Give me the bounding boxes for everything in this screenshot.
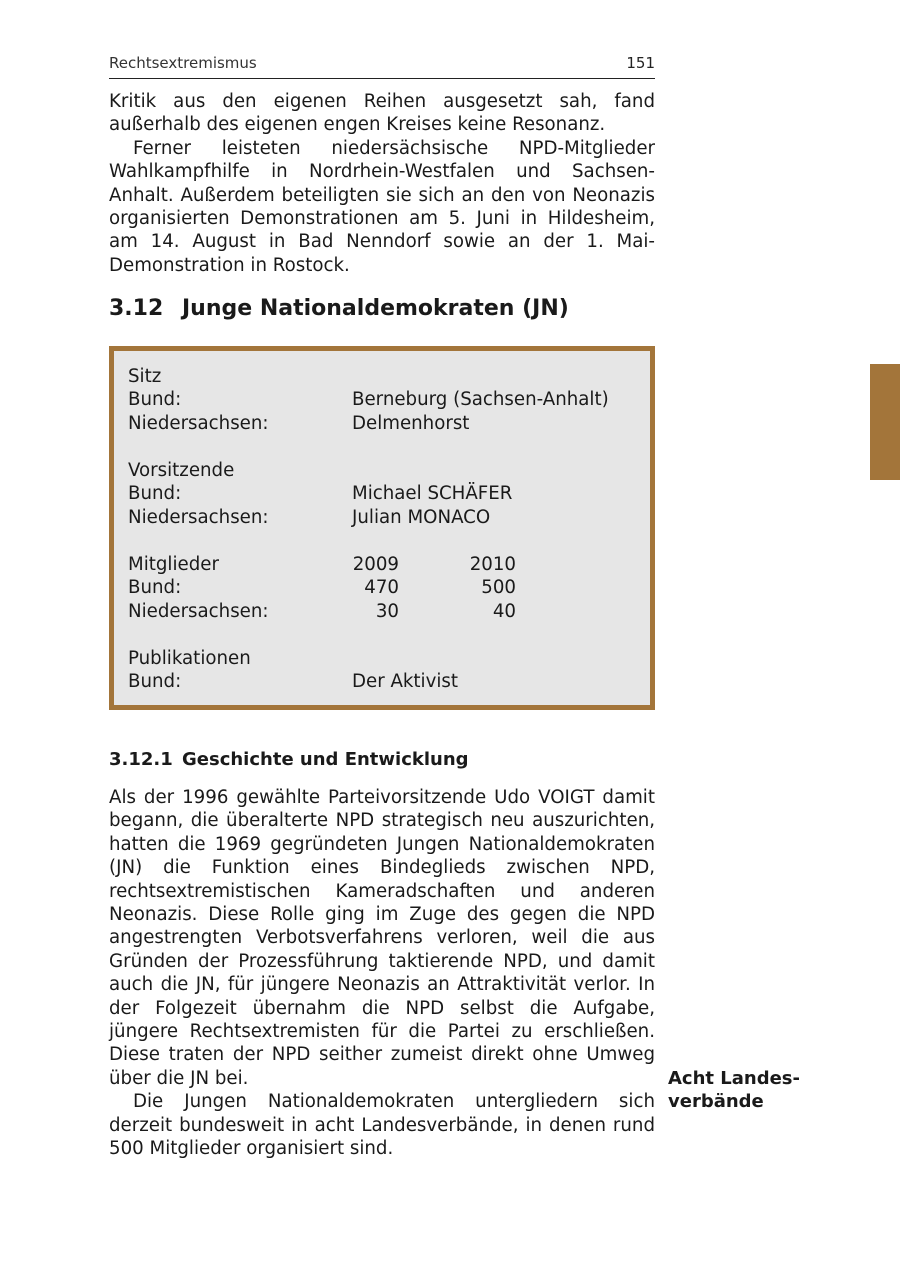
mitglieder-bund-2009: 470 [364, 577, 399, 598]
sitz-nds-value: Delmenhorst [352, 413, 470, 434]
intro-paragraph-1: Kritik aus den eigenen Reihen ausgesetzt sah, fand außerhalb des eigenen engen Kreises keine Resonanz. [109, 91, 655, 136]
vorsitzende-bund-value: Michael SCHÄFER [352, 483, 513, 504]
chapter-tab [870, 364, 900, 480]
running-title: Rechtsextremismus [109, 54, 257, 72]
publikationen-bund-value: Der Aktivist [352, 671, 459, 692]
vorsitzende-nds-value: Julian MONACO [352, 507, 491, 528]
mitglieder-bund-label: Bund: [128, 577, 182, 598]
history-text [109, 786, 655, 1161]
subsection-heading [109, 749, 469, 770]
mitglieder-year-2009: 2009 [352, 554, 399, 575]
publikationen-heading: Publikationen [128, 648, 251, 669]
mitglieder-year-2010: 2010 [469, 554, 516, 575]
intro-paragraph-2: Ferner leisteten niedersächsische NPD-Mitglieder Wahlkampfhilfe in Nordrhein-Westfalen und Sachsen-Anhalt. Außerdem beteiligten sie sich an den von Neonazis organisierten Demonstrationen am 5. Juni in Hildesheim, am 14. August in Bad Nenndorf sowie an der 1. Mai-Demonstration in Rostock. [109, 137, 655, 276]
history-paragraph-1: Als der 1996 gewählte Parteivorsitzende Udo VOIGT damit begann, die überalterte NPD strategisch neu auszurichten, hatten die 1969 gegründeten Jungen Nationaldemokraten (JN) die Funktion eines Bindeglieds zwischen NPD, rechtsextremistischen Kameradschaften und anderen Neonazis. Diese Rolle ging im Zuge des gegen die NPD angestrengten Verbotsverfahrens verloren, weil die aus Gründen der Prozessführung taktierende NPD, und damit auch die JN, für jüngere Neonazis an Attraktivität verlor. In der Folgezeit übernahm die NPD selbst die Aufgabe, jüngere Rechtsextremisten für die Partei zu erschließen. Diese traten der NPD seither zumeist direkt ohne Umweg über die JN bei. [109, 787, 655, 1089]
margin-note [668, 1067, 800, 1114]
sitz-bund-label: Bund: [128, 389, 182, 410]
page-header [109, 54, 655, 79]
mitglieder-bund-2010: 500 [481, 577, 516, 598]
sitz-bund-value: Berneburg (Sachsen-Anhalt) [352, 389, 609, 410]
history-paragraph-2: Die Jungen Nationaldemokraten untergliedern sich derzeit bundesweit in acht Landesverbände, in denen rund 500 Mitglieder organisiert sind. [109, 1091, 655, 1160]
margin-note-line-1: Acht Landes- [668, 1068, 800, 1089]
vorsitzende-bund-label: Bund: [128, 483, 182, 504]
subsection-title: Geschichte und Entwicklung [182, 749, 469, 770]
mitglieder-heading: Mitglieder [128, 554, 219, 575]
section-heading [109, 296, 569, 321]
section-number: 3.12 [109, 296, 164, 321]
vorsitzende-heading: Vorsitzende [128, 460, 235, 481]
page-number: 151 [626, 54, 655, 72]
subsection-number: 3.12.1 [109, 749, 173, 770]
sitz-nds-label: Niedersachsen: [128, 413, 269, 434]
mitglieder-nds-2010: 40 [492, 601, 516, 622]
fact-box [109, 346, 655, 710]
mitglieder-nds-label: Niedersachsen: [128, 601, 269, 622]
vorsitzende-nds-label: Niedersachsen: [128, 507, 269, 528]
publikationen-bund-label: Bund: [128, 671, 182, 692]
intro-text [109, 90, 655, 277]
section-title: Junge Nationaldemokraten (JN) [182, 296, 569, 321]
mitglieder-nds-2009: 30 [375, 601, 399, 622]
margin-note-line-2: verbände [668, 1091, 764, 1113]
sitz-heading: Sitz [128, 366, 162, 387]
